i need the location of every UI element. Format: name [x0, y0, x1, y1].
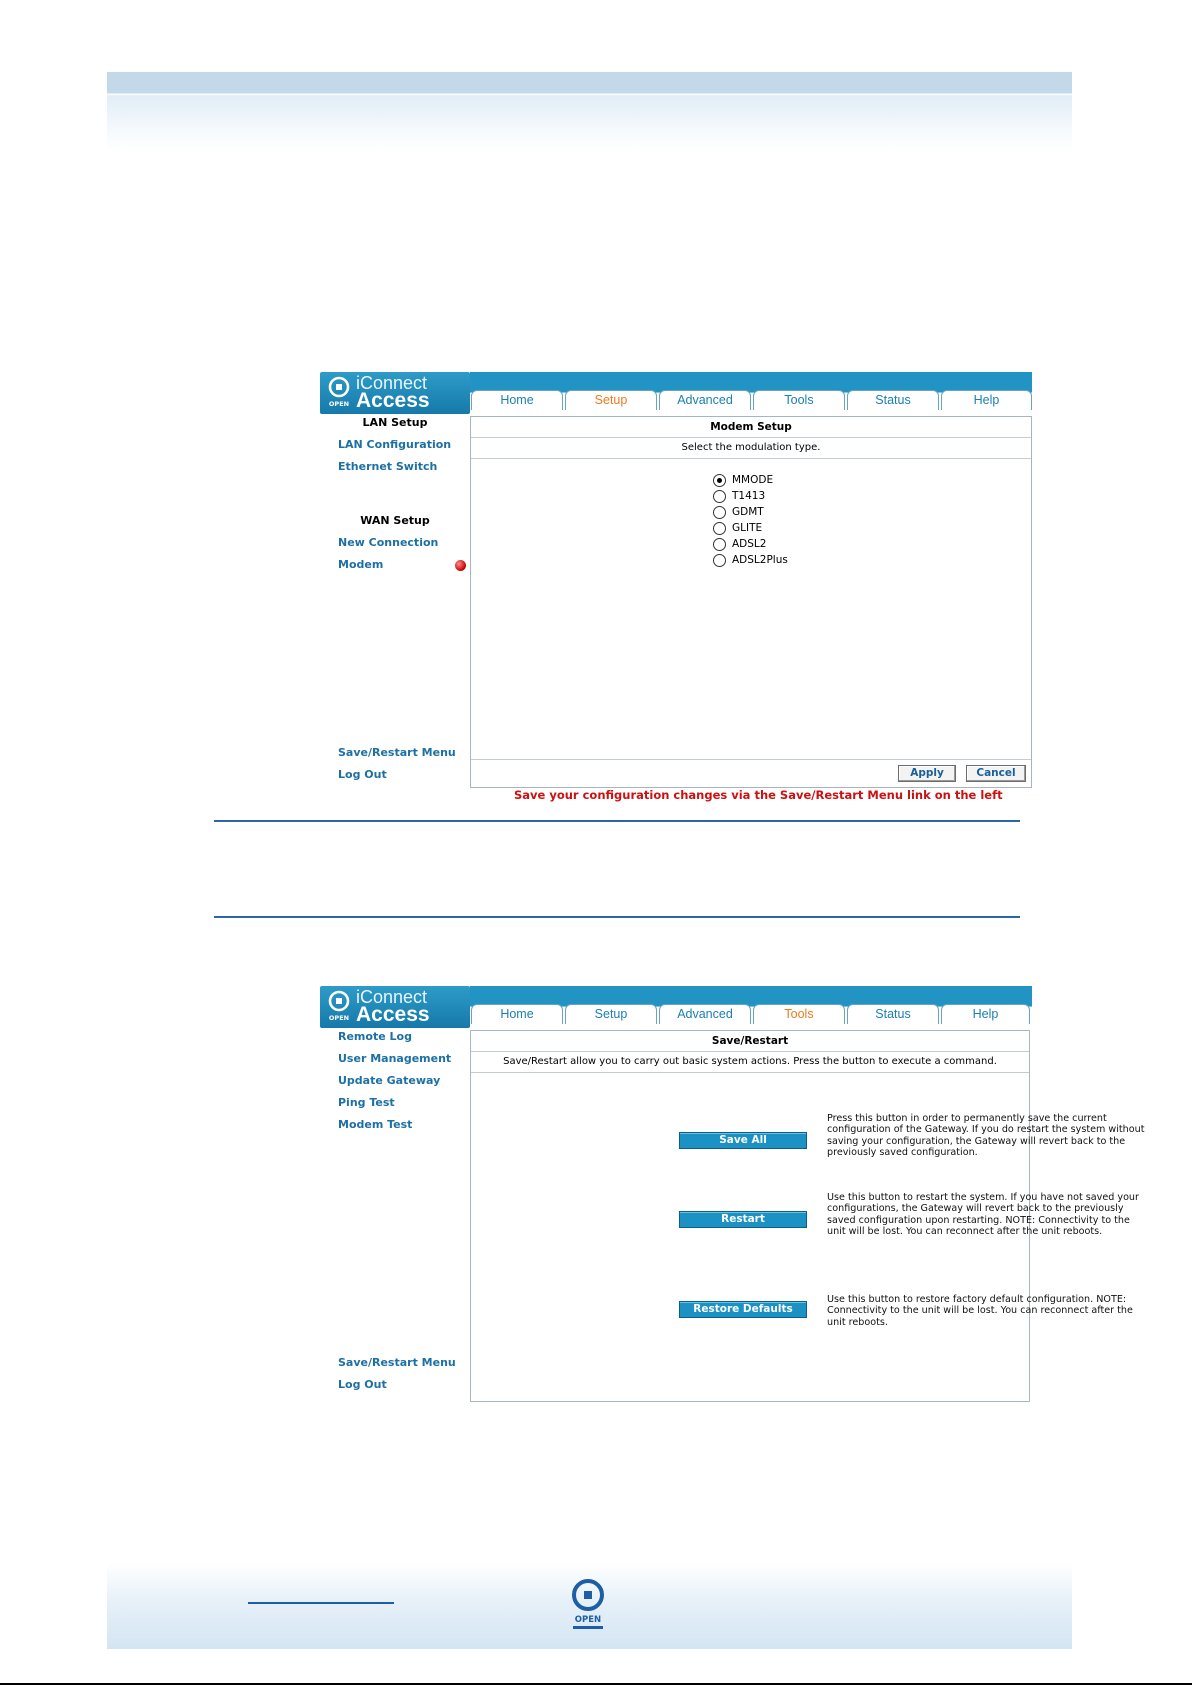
- svg-text:OPEN: OPEN: [328, 400, 350, 408]
- sidebar-nav: [320, 1030, 470, 1402]
- option-label: GDMT: [732, 506, 764, 518]
- option-label: T1413: [732, 490, 766, 502]
- panel-title: Modem Setup: [471, 417, 1031, 438]
- red-dot-icon: [455, 560, 466, 571]
- sidebar-item-remote-log[interactable]: Remote Log: [338, 1030, 412, 1043]
- tab-status[interactable]: Status: [847, 1004, 939, 1024]
- logo-text-iconnect: iConnect: [356, 987, 428, 1007]
- radio-button[interactable]: [713, 490, 726, 503]
- page-header-band: [107, 72, 1072, 152]
- modulation-option-gdmt[interactable]: [713, 504, 764, 520]
- tab-advanced[interactable]: Advanced: [659, 390, 751, 410]
- modulation-option-mmode[interactable]: [713, 472, 773, 488]
- apply-button[interactable]: Apply: [898, 765, 956, 782]
- logo-text-access: Access: [356, 1003, 430, 1026]
- option-label: ADSL2Plus: [732, 554, 788, 566]
- sidebar-nav: [320, 416, 470, 802]
- modem-setup-panel: [470, 416, 1032, 788]
- modulation-option-glite[interactable]: [713, 520, 762, 536]
- tab-bar: [470, 372, 1032, 414]
- modem-setup-screenshot: [320, 372, 1032, 802]
- logo-text-access: Access: [356, 389, 430, 412]
- radio-button[interactable]: [713, 522, 726, 535]
- tab-home[interactable]: Home: [471, 1004, 563, 1024]
- save-all-button[interactable]: Save All: [679, 1132, 807, 1149]
- restart-description: Use this button to restart the system. If you have not saved your configurations, the Gateway will revert back to the previously saved configuration upon restarting. NOTE: Connectivity to the unit will be lost. You can reconnect after the unit reboots.: [827, 1192, 1139, 1238]
- option-label: GLITE: [732, 522, 763, 534]
- sidebar-item-ping-test[interactable]: Ping Test: [338, 1096, 395, 1109]
- save-restart-panel: [470, 1030, 1145, 1402]
- divider-rule: [214, 820, 1020, 822]
- iconnect-access-logo: [320, 986, 470, 1028]
- sidebar-item-lan-configuration[interactable]: LAN Configuration: [338, 438, 452, 451]
- tab-help[interactable]: Help: [941, 390, 1032, 410]
- radio-button[interactable]: [713, 474, 726, 487]
- tab-tools[interactable]: Tools: [753, 390, 845, 410]
- option-label: MMODE: [732, 474, 774, 486]
- restore-defaults-button[interactable]: Restore Defaults: [679, 1301, 807, 1318]
- radio-button[interactable]: [713, 554, 726, 567]
- sidebar-item-save-restart-menu[interactable]: Save/Restart Menu: [338, 1356, 456, 1369]
- footer-underline: [248, 1602, 394, 1604]
- sidebar-item-modem-test[interactable]: Modem Test: [338, 1118, 413, 1131]
- panel-description: Select the modulation type.: [471, 438, 1031, 459]
- iconnect-access-logo: [320, 372, 470, 414]
- sidebar-item-log-out[interactable]: Log Out: [338, 768, 387, 781]
- save-restart-screenshot: [320, 986, 1145, 1402]
- save-all-description: Press this button in order to permanently save the current configuration of the Gateway. If you do restart the system without saving your configuration, the Gateway will revert back to the previously saved configuration.: [827, 1113, 1145, 1159]
- open-logo-icon: [570, 1578, 606, 1632]
- modulation-option-adsl2plus[interactable]: [713, 552, 788, 568]
- restore-defaults-description: Use this button to restore factory default configuration. NOTE: Connectivity to the unit will be lost. You can reconnect after the unit reboots.: [827, 1294, 1133, 1328]
- sidebar-item-save-restart-menu[interactable]: Save/Restart Menu: [338, 746, 456, 759]
- svg-text:OPEN: OPEN: [328, 1014, 350, 1022]
- radio-button[interactable]: [713, 506, 726, 519]
- tab-help[interactable]: Help: [941, 1004, 1030, 1024]
- logo-text-iconnect: iConnect: [356, 373, 428, 393]
- sidebar-item-ethernet-switch[interactable]: Ethernet Switch: [338, 460, 438, 473]
- panel-title: Save/Restart: [471, 1031, 1029, 1052]
- divider: [471, 759, 1031, 760]
- sidebar-item-update-gateway[interactable]: Update Gateway: [338, 1074, 441, 1087]
- option-label: ADSL2: [732, 538, 767, 550]
- lan-setup-heading: LAN Setup: [362, 416, 428, 429]
- sidebar-item-log-out[interactable]: Log Out: [338, 1378, 387, 1391]
- panel-description: Save/Restart allow you to carry out basic system actions. Press the button to execute a command.: [471, 1052, 1029, 1073]
- modulation-option-t1413[interactable]: [713, 488, 765, 504]
- tab-bar: [470, 986, 1032, 1028]
- sidebar-item-user-management[interactable]: User Management: [338, 1052, 452, 1065]
- open-logo-icon: [328, 990, 350, 1024]
- tab-setup[interactable]: Setup: [565, 390, 657, 410]
- sidebar-item-modem[interactable]: Modem: [338, 558, 384, 571]
- tab-advanced[interactable]: Advanced: [659, 1004, 751, 1024]
- tab-home[interactable]: Home: [471, 390, 563, 410]
- open-logo-icon: [328, 376, 350, 410]
- divider-rule: [214, 916, 1020, 918]
- radio-button[interactable]: [713, 538, 726, 551]
- tab-setup[interactable]: Setup: [565, 1004, 657, 1024]
- modulation-option-adsl2[interactable]: [713, 536, 766, 552]
- restart-button[interactable]: Restart: [679, 1211, 807, 1228]
- svg-text:OPEN: OPEN: [574, 1615, 602, 1625]
- tab-tools[interactable]: Tools: [753, 1004, 845, 1024]
- tab-status[interactable]: Status: [847, 390, 939, 410]
- cancel-button[interactable]: Cancel: [966, 765, 1026, 782]
- wan-setup-heading: WAN Setup: [360, 514, 430, 527]
- sidebar-item-new-connection[interactable]: New Connection: [338, 536, 439, 549]
- save-warning-message: Save your configuration changes via the Save/Restart Menu link on the left: [514, 788, 1003, 802]
